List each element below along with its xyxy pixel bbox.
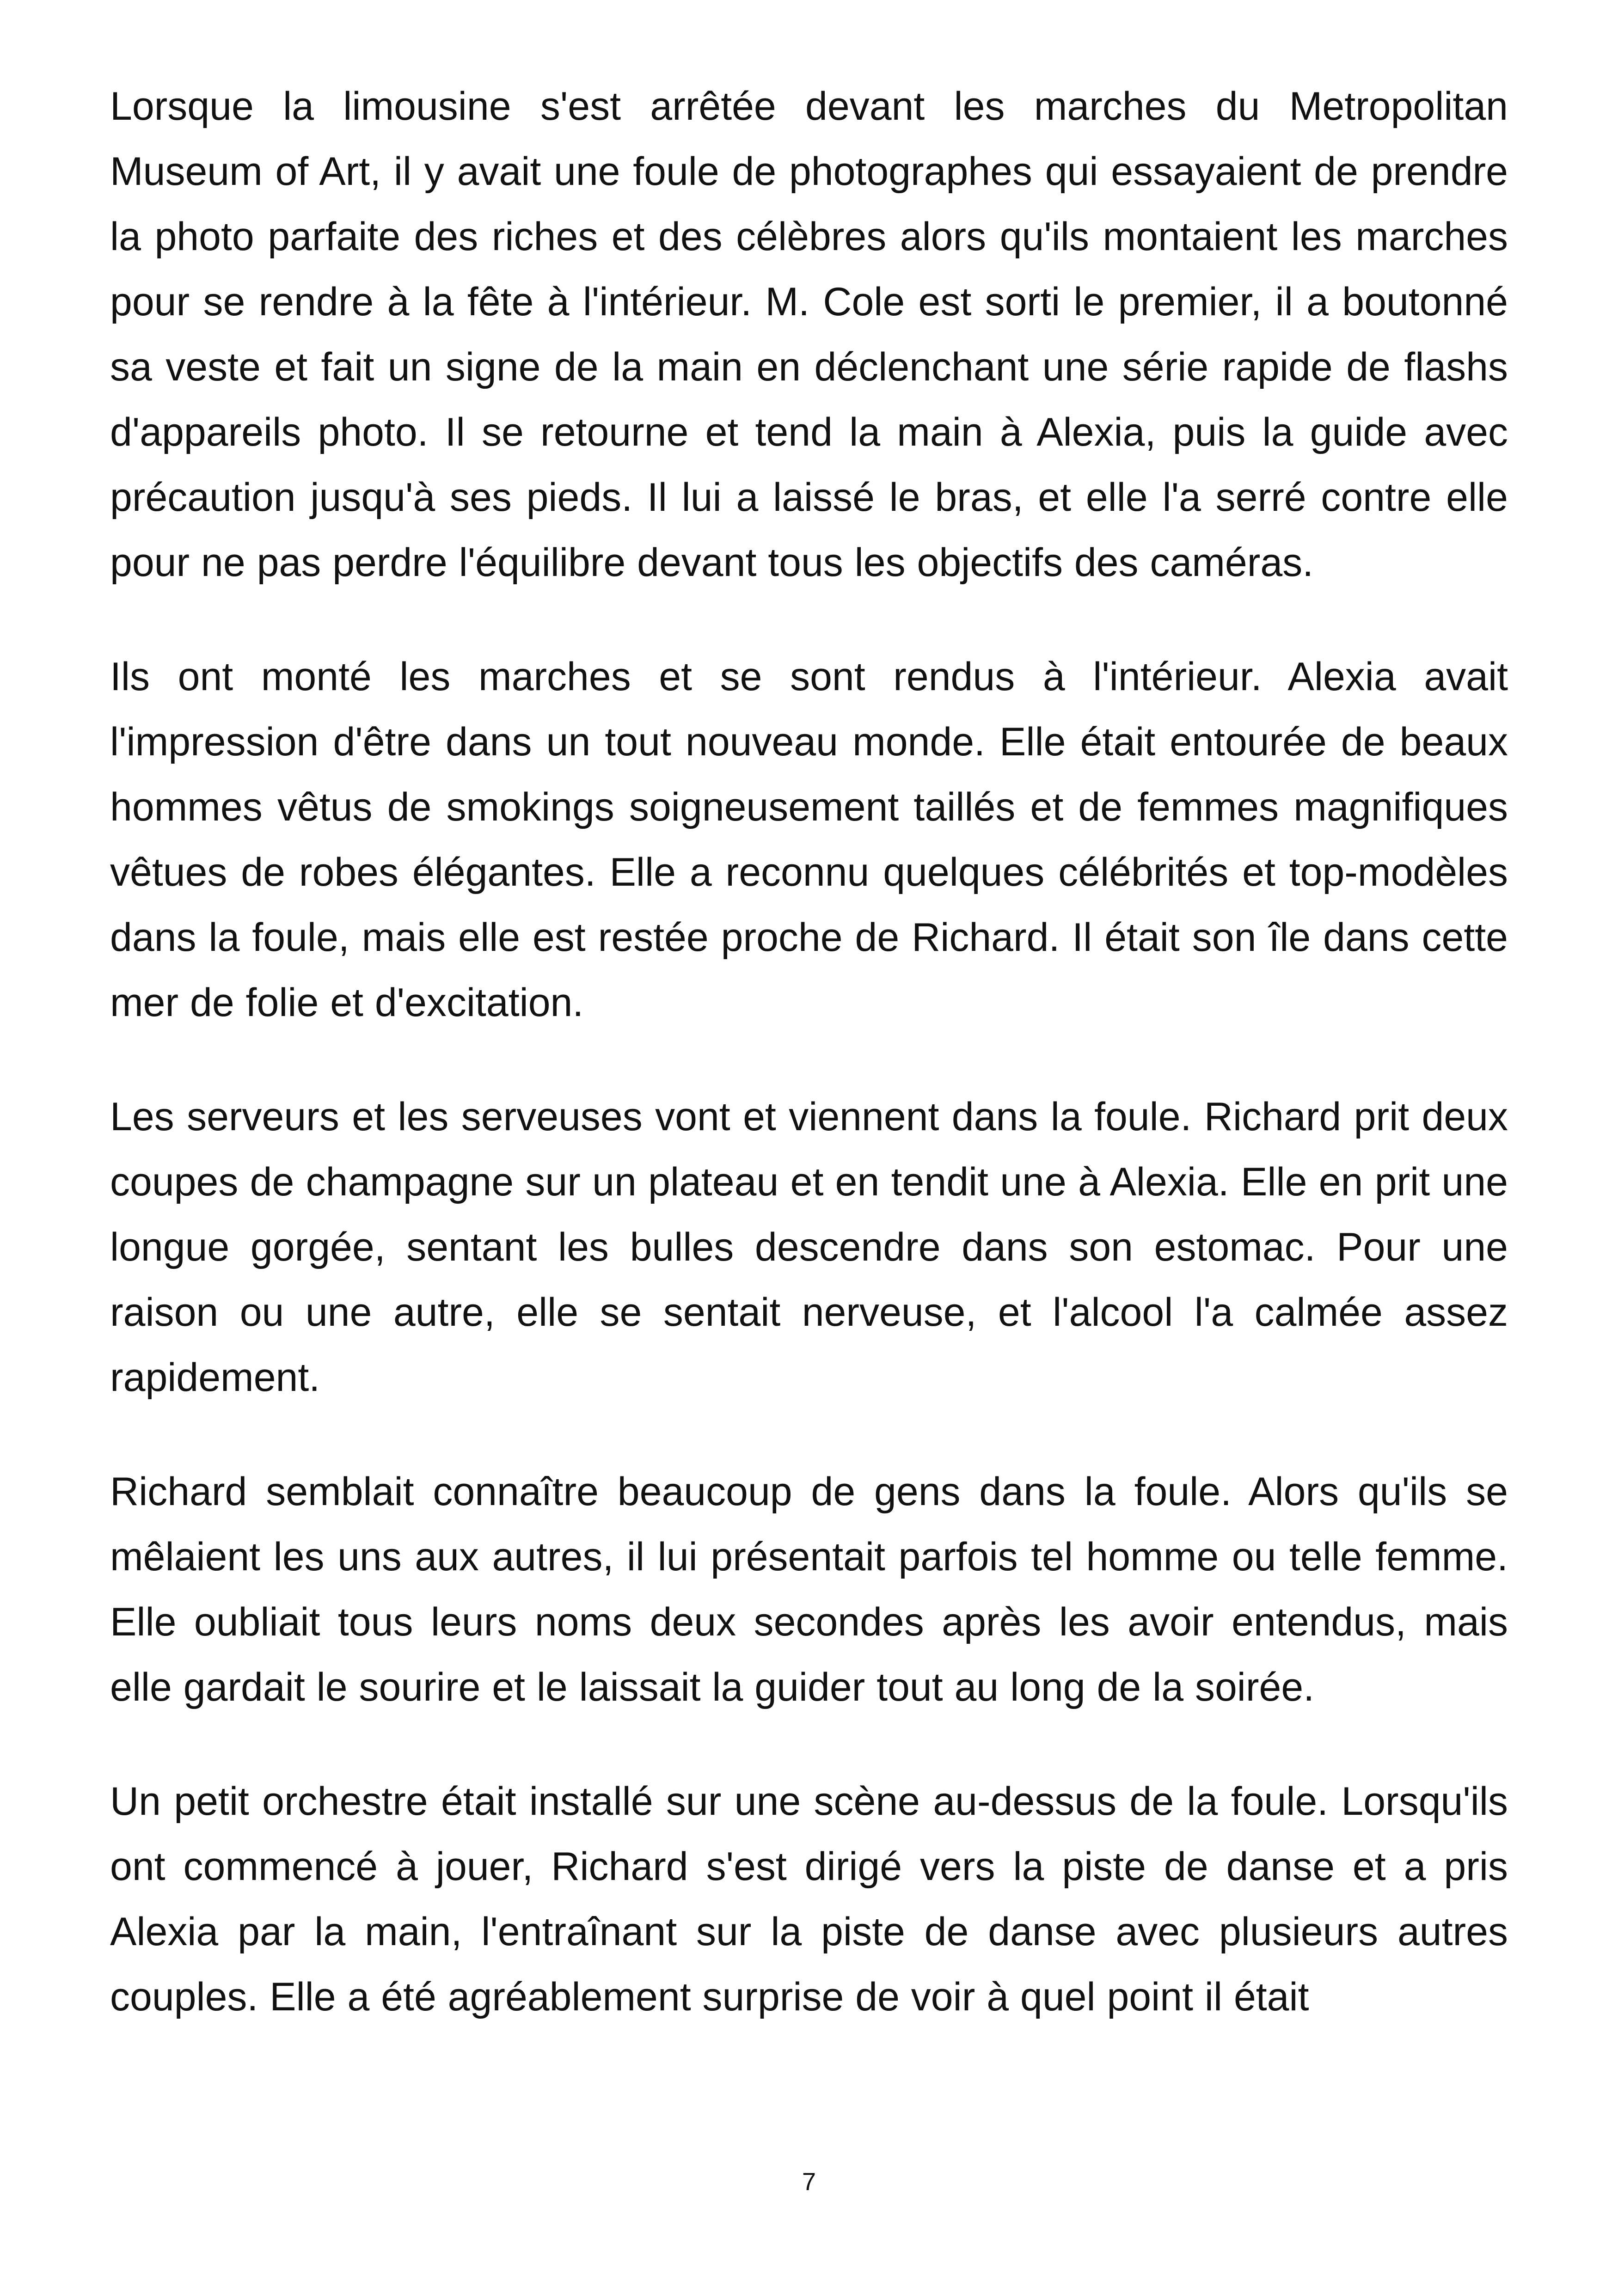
paragraph-5: Un petit orchestre était installé sur une scène au-dessus de la foule. Lorsqu'ils ont commencé à jouer, Richard s'est dirigé vers la piste de danse et a pris Alexia par la main, l'entraînant sur la piste de danse avec plusieurs autres couples. Elle a été agréablement surprise de voir à quel point il était	[110, 1779, 1508, 2019]
text-body	[110, 74, 1508, 2079]
paragraph-2: Ils ont monté les marches et se sont rendus à l'intérieur. Alexia avait l'impression d'être dans un tout nouveau monde. Elle était entourée de beaux hommes vêtus de smokings soigneusement taillés et de femmes magnifiques vêtues de robes élégantes. Elle a reconnu quelques célébrités et top-modèles dans la foule, mais elle est restée proche de Richard. Il était son île dans cette mer de folie et d'excitation.	[110, 655, 1508, 1025]
paragraph-1: Lorsque la limousine s'est arrêtée devant les marches du Metropolitan Museum of Art, il y avait une foule de photographes qui essayaient de prendre la photo parfaite des riches et des célèbres alors qu'ils montaient les marches pour se rendre à la fête à l'intérieur. M. Cole est sorti le premier, il a boutonné sa veste et fait un signe de la main en déclenchant une série rapide de flashs d'appareils photo. Il se retourne et tend la main à Alexia, puis la guide avec précaution jusqu'à ses pieds. Il lui a laissé le bras, et elle l'a serré contre elle pour ne pas perdre l'équilibre devant tous les objectifs des caméras.	[110, 84, 1508, 585]
page-number: 7	[802, 2168, 816, 2196]
paragraph-4: Richard semblait connaître beaucoup de gens dans la foule. Alors qu'ils se mêlaient les uns aux autres, il lui présentait parfois tel homme ou telle femme. Elle oubliait tous leurs noms deux secondes après les avoir entendus, mais elle gardait le sourire et le laissait la guider tout au long de la soirée.	[110, 1469, 1508, 1709]
paragraph-3: Les serveurs et les serveuses vont et viennent dans la foule. Richard prit deux coupes de champagne sur un plateau et en tendit une à Alexia. Elle en prit une longue gorgée, sentant les bulles descendre dans son estomac. Pour une raison ou une autre, elle se sentait nerveuse, et l'alcool l'a calmée assez rapidement.	[110, 1095, 1508, 1400]
